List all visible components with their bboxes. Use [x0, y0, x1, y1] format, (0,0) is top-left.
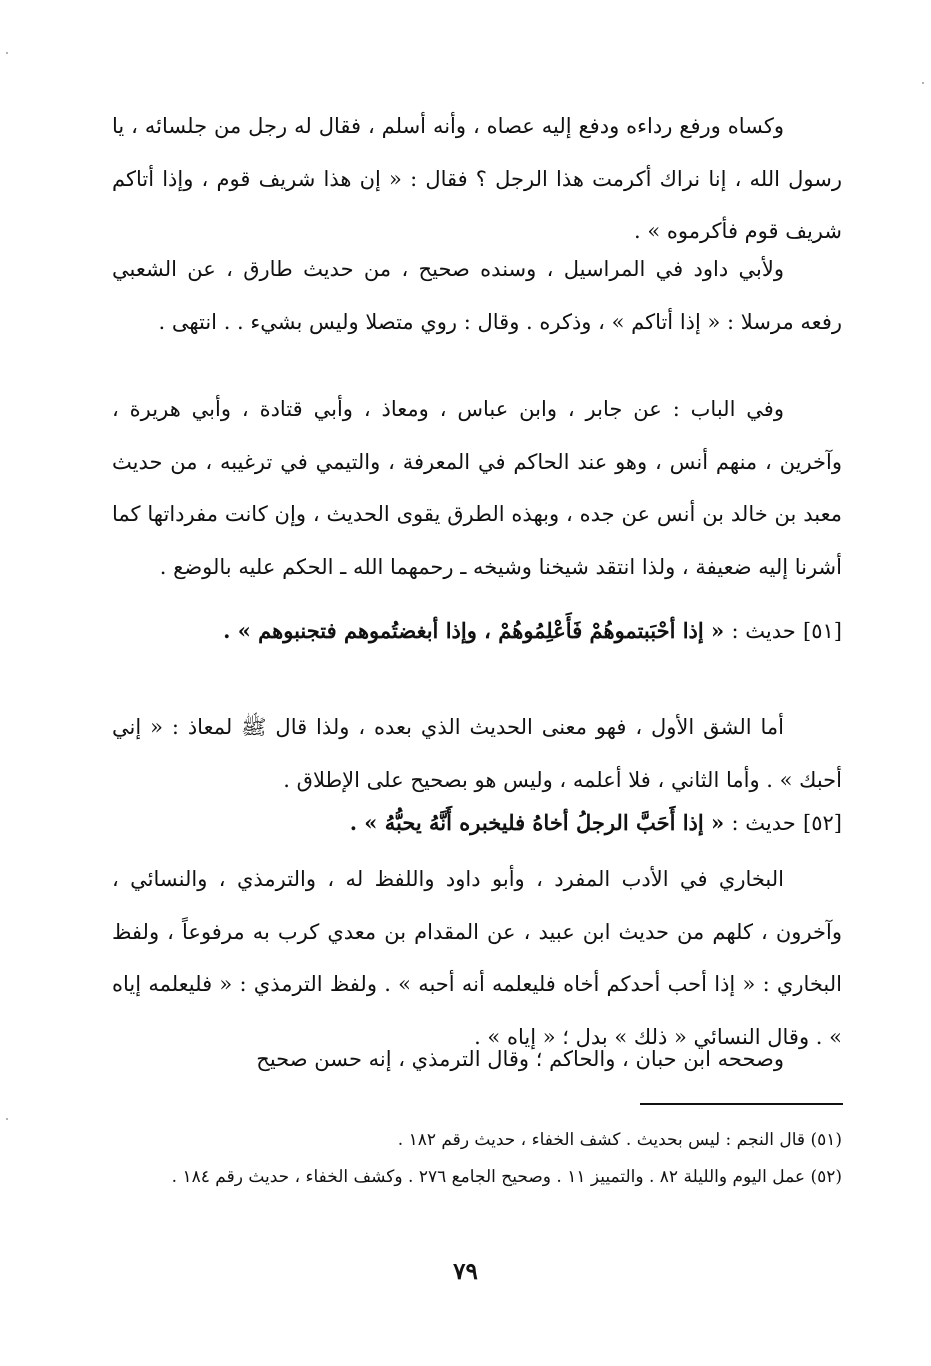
main-text	[112, 383, 842, 593]
paragraph-6: وصححه ابن حبان ، والحاكم ؛ وقال الترمذي ، إنه حسن صحيح	[256, 1047, 784, 1071]
paragraph-3: وفي الباب : عن جابر ، وابن عباس ، ومعاذ ، وأبي قتادة ، وأبي هريرة ، وآخرين ، منهم أنس ، وهو عند الحاكم في المعرفة ، والتيمي في ترغيبه ، من حديث معبد بن خالد بن أنس عن جده ، وبهذه الطرق يقوى الحديث ، وإن كانت مفرداتها كما أشرنا إليه ضعيفة ، ولذا انتقد شيخنا وشيخه ـ رحمهما الله ـ الحكم عليه بالوضع .	[112, 397, 842, 579]
main-text	[112, 853, 842, 1063]
hadith-entry	[112, 605, 842, 658]
hadith-52	[112, 797, 842, 850]
main-text	[112, 243, 842, 348]
hadith-lead: حديث :	[731, 811, 796, 835]
footnote-52: (٥٢) عمل اليوم والليلة ٨٢ . والتمييز ١١ . وصحيح الجامع ٢٧٦ . وكشف الخفاء ، حديث رقم ١٨٤ .	[171, 1167, 842, 1187]
hadith-lead: حديث :	[731, 619, 796, 643]
paragraph-4: أما الشق الأول ، فهو معنى الحديث الذي بعده ، ولذا قال ﷺ لمعاذ : « إني أحبك » . وأما الثاني ، فلا أعلمه ، وليس هو بصحيح على الإطلاق .	[112, 715, 842, 792]
hadith-number: [٥١]	[803, 619, 842, 643]
hadith-entry	[112, 797, 842, 850]
main-text	[112, 701, 842, 806]
margin-mark	[6, 1118, 8, 1120]
margin-mark	[6, 52, 8, 54]
footnote-divider	[640, 1103, 843, 1105]
hadith-number: [٥٢]	[803, 811, 842, 835]
footnote-51: (٥١) قال النجم : ليس بحديث . كشف الخفاء ، حديث رقم ١٨٢ .	[397, 1130, 842, 1150]
paragraph-1: وكساه ورفع رداءه ودفع إليه عصاه ، وأنه أسلم ، فقال له رجل من جلسائه ، يا رسول الله ، إنا نراك أكرمت هذا الرجل ؟ فقال : « إن هذا شريف قوم ، وإذا أتاكم شريف قوم فأكرموه » .	[112, 114, 842, 243]
paragraph-2: ولأبي داود في المراسيل ، وسنده صحيح ، من حديث طارق ، عن الشعبي رفعه مرسلا : « إذا أتاكم » ، وذكره . وقال : روي متصلا وليس بشيء . . انتهى .	[112, 257, 842, 334]
hadith-text: « إذا أحْبَبتموهُمْ فَأَعْلِمُوهُمْ ، وإذا أبغضتُموهم فتجنبوهم » .	[223, 618, 725, 643]
main-text	[112, 100, 842, 258]
margin-mark	[922, 82, 924, 84]
page-number: ٧٩	[453, 1258, 478, 1285]
footnotes	[112, 1125, 842, 1199]
main-text	[112, 1033, 842, 1086]
hadith-text: « إذا أَحَبَّ الرجلُ أخاهُ فليخبره أَنَّهُ يحبُّهُ » .	[349, 810, 725, 835]
paragraph-5: البخاري في الأدب المفرد ، وأبو داود واللفظ له ، والترمذي ، والنسائي ، وآخرون ، كلهم من حديث ابن عبيد ، عن المقدام بن معدي كرب به مرفوعاً ، ولفظ البخاري : « إذا أحب أحدكم أخاه فليعلمه أنه أحبه » . ولفظ الترمذي : « فليعلمه إياه » . وقال النسائي « ذلك » بدل ؛ « إياه » .	[112, 867, 842, 1049]
hadith-51	[112, 605, 842, 658]
